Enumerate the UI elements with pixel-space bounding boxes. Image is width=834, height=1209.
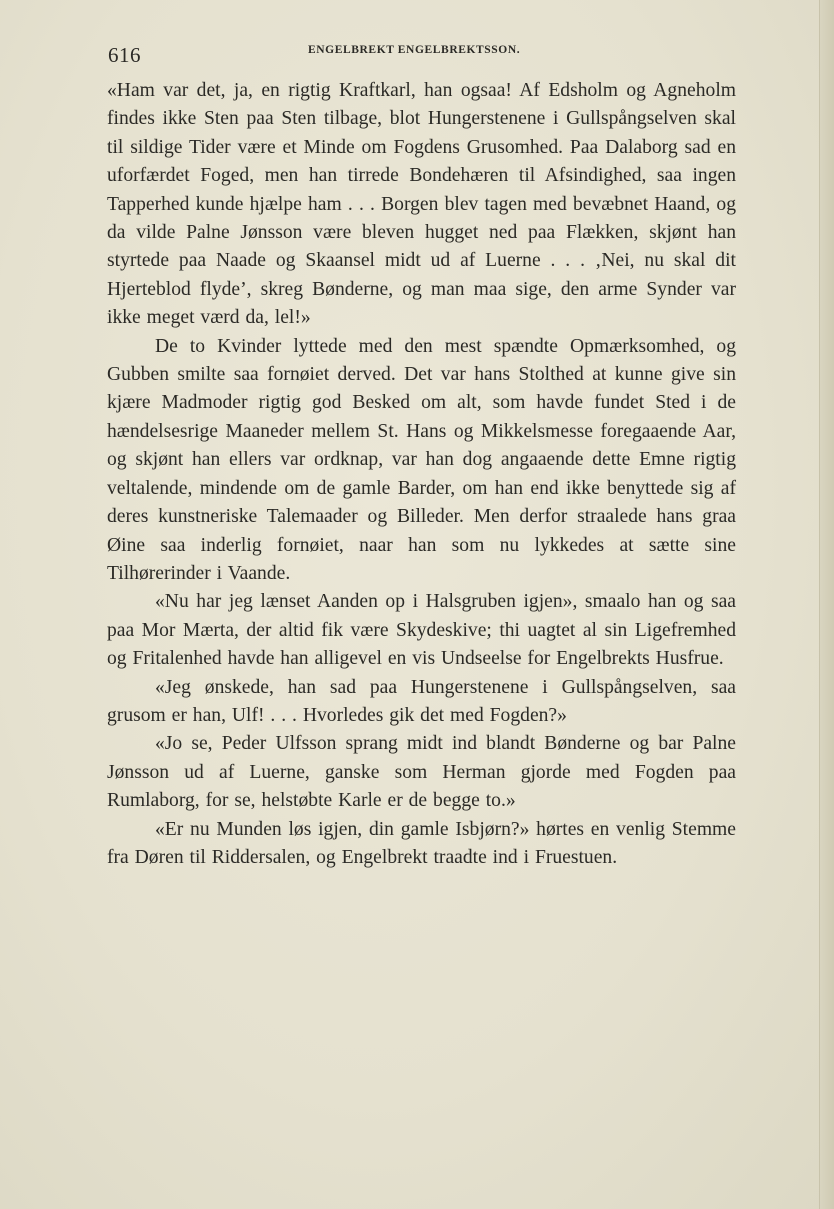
paragraph: «Er nu Munden løs igjen, din gamle Isbjørn?» hørtes en venlig Stemme fra Døren til Riddersalen, og Engelbrekt traadte ind i Fruestuen. <box>107 818 736 868</box>
paragraph: «Nu har jeg lænset Aanden op i Halsgruben igjen», smaalo han og saa paa Mor Mærta, der altid fik være Skydeskive; thi uagtet al sin Ligefremhed og Fritalenhed havde han alligevel en vis Undseelse for Engelbrekts Husfrue. <box>107 591 736 670</box>
page-edge <box>819 0 834 1209</box>
page-header <box>108 40 748 74</box>
paragraph: De to Kvinder lyttede med den mest spændte Opmærksomhed, og Gubben smilte saa fornøiet derved. Det var hans Stolthed at kunne give sin kjære Madmoder rigtig god Besked om alt, som havde fundet Sted i de hændelsesrige Maaneder mellem St. Hans og Mikkelsmesse foregaaende Aar, og skjønt han ellers var ordknap, var han dog angaaende dette Emne rigtig veltalende, mindende om de gamle Barder, om han end ikke benyttede sig af deres kunstneriske Talemaader og Billeder. Men derfor straalede hans graa Øine saa inderlig fornøiet, naar han som nu lykkedes at sætte sine Tilhørerinder i Vaande. <box>107 335 736 584</box>
paragraph: «Ham var det, ja, en rigtig Kraftkarl, han ogsaa! Af Edsholm og Agneholm findes ikke Sten paa Sten tilbage, blot Hungerstenene i Gullspångselven skal til sildige Tider være et Minde om Fogdens Grusomhed. Paa Dalaborg sad en uforfærdet Foged, men han tirrede Bondehæren til Afsindighed, saa ingen Tapperhed kunde hjælpe ham . . . Borgen blev tagen med bevæbnet Haand, og da vilde Palne Jønsson være bleven hugget ned paa Flækken, skjønt han styrtede paa Naade og Skaansel midt ud af Luerne . . . ‚Nei, nu skal dit Hjerteblod flyde’, skreg Bønderne, og man maa sige, den arme Synder var ikke meget værd da, lel!» <box>107 80 736 329</box>
page-number: 616 <box>108 43 141 67</box>
body-text <box>107 77 736 872</box>
running-head: ENGELBREKT ENGELBREKTSSON. <box>308 44 521 56</box>
paragraph: «Jeg ønskede, han sad paa Hungerstenene i Gullspångselven, saa grusom er han, Ulf! . . . Hvorledes gik det med Fogden?» <box>107 676 736 726</box>
paragraph: «Jo se, Peder Ulfsson sprang midt ind blandt Bønderne og bar Palne Jønsson ud af Luerne, ganske som Herman gjorde med Fogden paa Rumlaborg, for se, helstøbte Karle er de begge to.» <box>107 733 736 812</box>
